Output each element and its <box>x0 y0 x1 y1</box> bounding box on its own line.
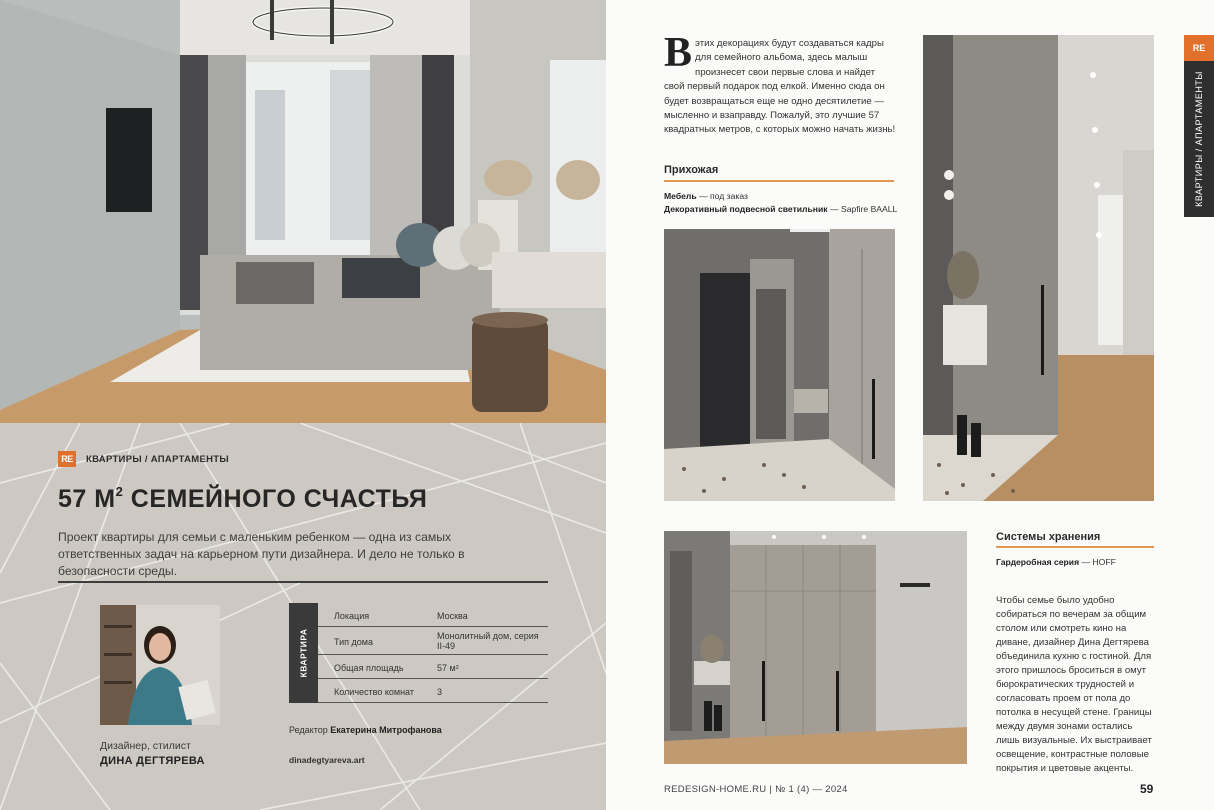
article-title: 57 $М^2$ СЕМЕЙНОГО СЧАСТЬЯ <box>58 483 428 513</box>
section-rule <box>664 180 894 182</box>
right-page <box>606 0 1214 810</box>
left-page <box>0 0 606 810</box>
category-label: КВАРТИРЫ / АПАРТАМЕНТЫ <box>86 453 229 465</box>
section-side-tab <box>1184 35 1214 217</box>
article-body-text: В этих декорациях будут создаваться кадры для семейного альбома, здесь малыш произнесет свои первые слова и найдет свой первый подарок под елкой. Именно сюда он будет возвращаться еще не одно десятилетие — мысленно и взаправду. Пожалуй, это лучшие 57 квадратных метров, с которых можно начать жизнь! <box>664 30 896 136</box>
wardrobe-photo <box>664 531 967 764</box>
divider <box>58 581 548 583</box>
spec-row: Тип дома Монолитный дом, серия II-49 <box>318 627 548 655</box>
side-tab-logo: RE <box>1184 35 1214 61</box>
section-title-storage: Системы хранения <box>996 531 1101 543</box>
spec-row: Локация Москва <box>318 603 548 627</box>
designer-role: Дизайнер, стилист <box>100 740 191 752</box>
info-panel <box>0 423 606 810</box>
article-intro: Проект квартиры для семьи с маленьким ребенком — одна из самых ответственных задач на карьерном пути дизайнера. И дело не только в безопасности среды. <box>58 530 465 578</box>
page-footer: REDESIGN-HOME.RU | № 1 (4) — 2024 <box>664 784 848 795</box>
credit-line: Гардеробная серия — HOFF <box>996 557 1116 567</box>
section-title-hallway: Прихожая <box>664 164 719 176</box>
page-number: 59 <box>1140 782 1154 796</box>
hallway-corridor-photo <box>923 35 1154 501</box>
side-tab-label: КВАРТИРЫ / АПАРТАМЕНТЫ <box>1194 71 1204 207</box>
bedroom-hero-photo <box>0 0 606 423</box>
editor-credit: Редактор Екатерина Митрофанова <box>289 725 442 735</box>
apartment-specs-table <box>289 603 548 703</box>
drop-cap: В <box>664 30 693 76</box>
designer-website: dinadegtyareva.art <box>289 755 365 765</box>
designer-name: ДИНА ДЕГТЯРЕВА <box>100 755 205 767</box>
spec-row: Общая площадь 57 м² <box>318 655 548 679</box>
storage-story-text: Чтобы семье было удобно собираться по вечерам за общим столом или смотреть кино на диване, дизайнер Дина Дегтярева объединила кухню с гостиной. Для этого пришлось броситься в омут бюрократических трудностей и согласовать проем от пола до потолка в несущей стене. Границы между двумя зонами остались лишь визуальные. Их выстраивает освещение, контрастные половые покрытия и цветовые акценты. <box>996 595 1152 774</box>
section-rule <box>996 546 1154 548</box>
credit-line: Декоративный подвесной светильник — Sapfire BAALL <box>664 204 898 214</box>
credit-line: Мебель — под заказ <box>664 191 748 201</box>
specs-tab: КВАРТИРА <box>289 603 318 703</box>
magazine-logo: RE <box>58 451 76 467</box>
hallway-photo <box>664 229 895 501</box>
spec-row: Количество комнат 3 <box>318 679 548 703</box>
category-header <box>58 451 229 467</box>
designer-portrait <box>100 605 220 725</box>
